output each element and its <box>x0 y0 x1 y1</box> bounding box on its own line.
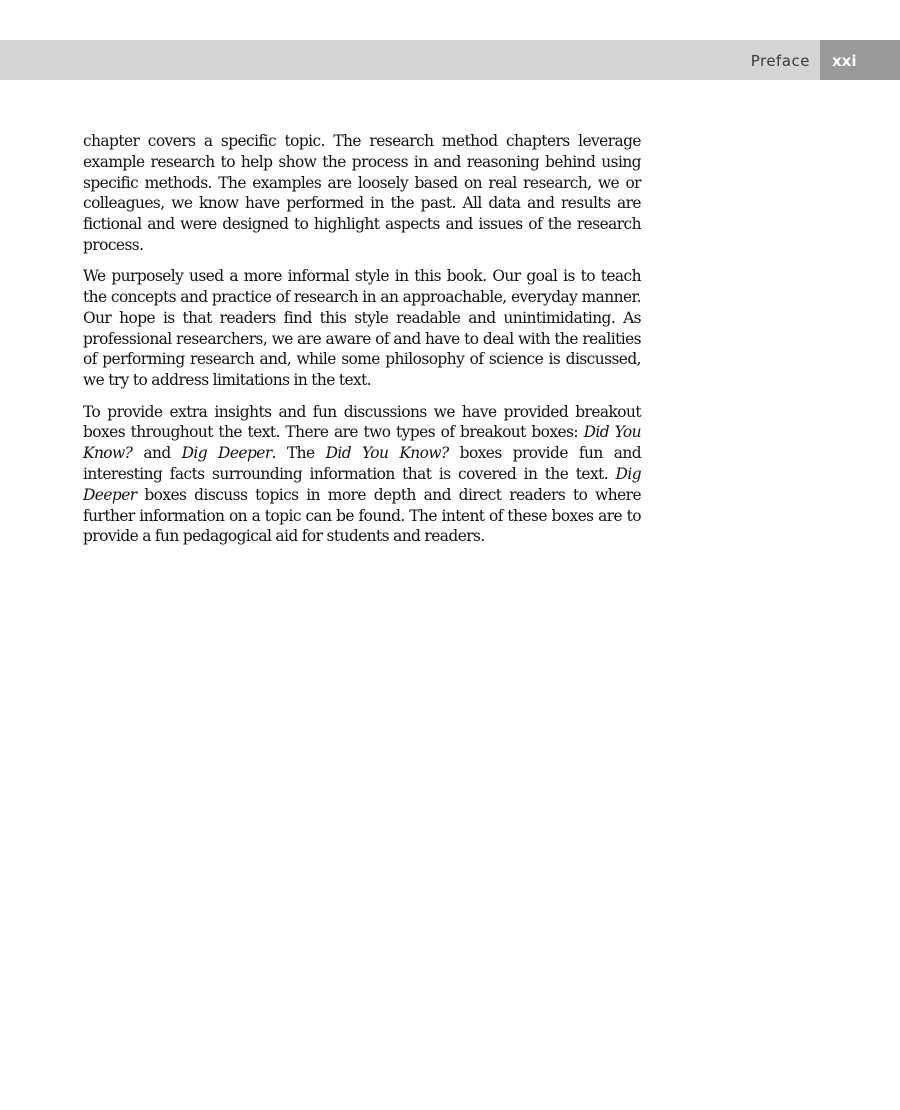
paragraph-3-text-3: . The <box>271 444 326 463</box>
page-number-box <box>820 40 900 80</box>
paragraph-2: We purposely used a more informal style in this book. Our goal is to teach the concepts and practice of research in an approachable, everyday manner. Our hope is that readers find this style readable and unintimidating. As professional researchers, we are aware of and have to deal with the realities of performing research and, while some philosophy of science is discussed, we try to address limitations in the text. <box>83 267 641 390</box>
paragraph-3-text-1: To provide extra insights and fun discussions we have provided breakout boxes throughout the text. There are two types of breakout boxes: <box>83 402 641 442</box>
dig-deeper-term-2: Dig Deeper <box>83 464 641 504</box>
did-you-know-term-1: Did You Know? <box>83 423 641 463</box>
section-title: Preface <box>750 52 810 70</box>
paragraph-3 <box>83 402 641 548</box>
running-header <box>0 40 900 80</box>
paragraph-3-text-2: and <box>132 444 182 463</box>
did-you-know-term-2: Did You Know? <box>325 444 449 463</box>
dig-deeper-term-1: Dig Deeper <box>181 444 272 463</box>
paragraph-3-text-5: boxes discuss topics in more depth and direct readers to where further information on a topic can be found. The intent of these boxes are to provide a fun pedagogical aid for students and readers. <box>83 485 641 546</box>
page-number: xxi <box>832 52 857 70</box>
body-text <box>83 131 641 558</box>
paragraph-3-text-4: boxes provide fun and interesting facts surrounding information that is covered in the text. <box>83 444 642 483</box>
paragraph-1: chapter covers a specific topic. The research method chapters leverage example research to help show the process in and reasoning behind using specific methods. The examples are loosely based on real research, we or colleagues, we know have performed in the past. All data and results are fictional and were designed to highlight aspects and issues of the research process. <box>83 132 641 254</box>
